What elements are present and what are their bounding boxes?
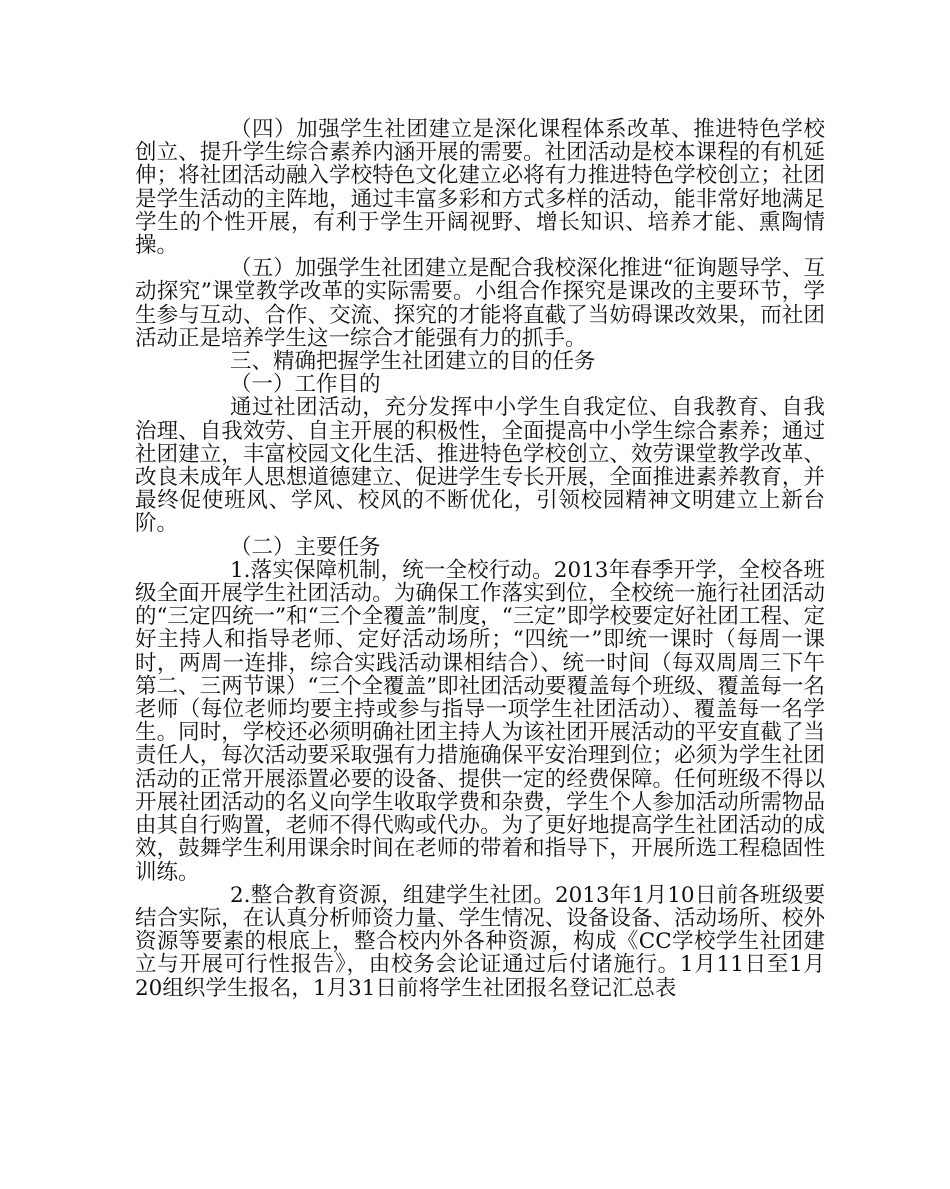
- paragraph-four: （四）加强学生社团建立是深化课程体系改革、推进特色学校创立、提升学生综合素养内涵开展的需要。社团活动是校本课程的有机延伸；将社团活动融入学校特色文化建立必将有力推进特色学校创立；社团是学生活动的主阵地，通过丰富多彩和方式多样的活动，能非常好地满足学生的个性开展，有利于学生开阔视野、增长知识、培养才能、熏陶情操。: [135, 117, 825, 259]
- document-page: [135, 118, 825, 1000]
- subheading-main-tasks: （二）主要任务: [230, 534, 381, 560]
- paragraph-five: （五）加强学生社团建立是配合我校深化推进“征询题导学、互动探究”课堂教学改革的实际需要。小组合作探究是课改的主要环节，学生参与互动、合作、交流、探究的才能将直截了当妨碍课改效果，而社团活动正是培养学生这一综合才能强有力的抓手。: [135, 256, 825, 351]
- paragraph-work-goal: 通过社团活动，充分发挥中小学生自我定位、自我教育、自我治理、自我效劳、自主开展的积极性，全面提高中小学生综合素养；通过社团建立，丰富校园文化生活、推进特色学校创立、效劳课堂教学改革、改良未成年人思想道德建立、促进学生专长开展，全面推进素养教育，并最终促使班风、学风、校风的不断优化，引领校园精神文明建立上新台阶。: [135, 395, 825, 537]
- section-heading-three: 三、精确把握学生社团建立的目的任务: [230, 349, 596, 375]
- paragraph-task-two: 2.整合教育资源，组建学生社团。2013年1月10日前各班级要结合实际，在认真分析师资力量、学生情况、设备设备、活动场所、校外资源等要素的根底上，整合校内外各种资源，构成《CC学校学生社团建立与开展可行性报告》，由校务会论证通过后付诸施行。1月11日至1月20组织学生报名，1月31日前将学生社团报名登记汇总表: [135, 882, 825, 1001]
- subheading-work-goal: （一）工作目的: [230, 372, 381, 398]
- paragraph-task-one: 1.落实保障机制，统一全校行动。2013年春季开学，全校各班级全面开展学生社团活动。为确保工作落实到位，全校统一施行社团活动的“三定四统一”和“三个全覆盖”制度，“三定”即学校要定好社团工程、定好主持人和指导老师、定好活动场所；“四统一”即统一课时（每周一课时，两周一连排，综合实践活动课相结合）、统一时间（每双周周三下午第二、三两节课）“三个全覆盖”即社团活动要覆盖每个班级、覆盖每一名老师（每位老师均要主持或参与指导一项学生社团活动）、覆盖每一名学生。同时，学校还必须明确社团主持人为该社团开展活动的平安直截了当责任人，每次活动要采取强有力措施确保平安治理到位；必须为学生社团活动的正常开展添置必要的设备、提供一定的经费保障。任何班级不得以开展社团活动的名义向学生收取学费和杂费，学生个人参加活动所需物品由其自行购置，老师不得代购或代办。为了更好地提高学生社团活动的成效，鼓舞学生利用课余时间在老师的带着和指导下，开展所选工程稳固性训练。: [135, 557, 825, 885]
